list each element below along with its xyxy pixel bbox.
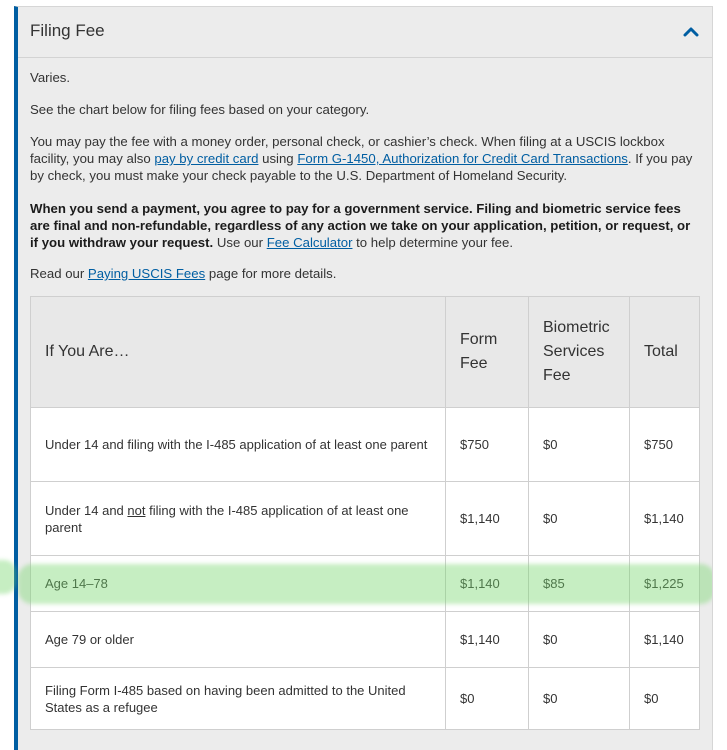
- fee-table: [30, 296, 700, 730]
- biometric-fee-cell: $0: [529, 482, 630, 556]
- table-row: [31, 612, 700, 668]
- header-total: Total: [630, 297, 700, 408]
- payment-text-1: You may pay the fee with a money order, personal check, or cashier’s check. When filing at a USCIS lockbox facility, you may also: [30, 134, 665, 166]
- category-cell: Age 14–78: [31, 556, 446, 612]
- payment-text-2: using: [258, 151, 298, 166]
- payment-text-3: . If you pay by check, you must make your check payable to the U.S. Department of Homeland Security.: [30, 151, 693, 183]
- varies-text: Varies.: [30, 70, 71, 85]
- read-paragraph: [30, 265, 698, 282]
- fee-calculator-link[interactable]: Fee Calculator: [266, 235, 353, 250]
- table-header-row: [31, 297, 700, 408]
- category-cell: [31, 482, 446, 556]
- table-row-highlighted: [31, 556, 700, 612]
- form-fee-cell: $1,140: [446, 482, 529, 556]
- category-cell: Age 79 or older: [31, 612, 446, 668]
- biometric-fee-cell: $85: [529, 556, 630, 612]
- filing-fee-accordion: [14, 6, 713, 750]
- biometric-fee-cell: $0: [529, 612, 630, 668]
- form-fee-cell: $0: [446, 668, 529, 730]
- warning-text-1: Use our: [213, 235, 267, 250]
- biometric-fee-cell: $0: [529, 408, 630, 482]
- biometric-fee-cell: $0: [529, 668, 630, 730]
- form-g1450-link[interactable]: Form G-1450, Authorization for Credit Card Transactions: [297, 151, 628, 166]
- paying-uscis-fees-link[interactable]: Paying USCIS Fees: [87, 266, 206, 281]
- accordion-title: Filing Fee: [30, 21, 105, 40]
- category-underline-text: not: [127, 502, 146, 518]
- payment-paragraph: [30, 133, 698, 184]
- read-text-1: Read our: [30, 266, 88, 281]
- table-row: [31, 482, 700, 556]
- see-chart-text: See the chart below for filing fees based on your category.: [30, 102, 370, 117]
- total-cell: $1,140: [630, 612, 700, 668]
- warning-bold-text: When you send a payment, you agree to pay for a government service. Filing and biometric service fees are final and non-refundable, regardless of any action we take on your application, petition, or request, or if you withdraw your request.: [30, 201, 691, 250]
- category-cell: Under 14 and filing with the I-485 application of at least one parent: [31, 408, 446, 482]
- header-form-fee: Form Fee: [446, 297, 529, 408]
- category-cell: Filing Form I-485 based on having been admitted to the United States as a refugee: [31, 668, 446, 730]
- total-cell: $1,225: [630, 556, 700, 612]
- read-text-2: page for more details.: [205, 266, 337, 281]
- header-biometric-fee: Biometric Services Fee: [529, 297, 630, 408]
- chevron-up-icon[interactable]: [682, 23, 700, 41]
- form-fee-cell: $750: [446, 408, 529, 482]
- table-row: [31, 668, 700, 730]
- table-row: [31, 408, 700, 482]
- total-cell: $0: [630, 668, 700, 730]
- total-cell: $750: [630, 408, 700, 482]
- category-text-2: filing with the I-485 application of at least one parent: [45, 502, 409, 535]
- category-text-1: Under 14 and: [45, 502, 128, 518]
- header-if-you-are: If You Are…: [31, 297, 446, 408]
- total-cell: $1,140: [630, 482, 700, 556]
- warning-text-2: to help determine your fee.: [352, 235, 514, 250]
- form-fee-cell: $1,140: [446, 612, 529, 668]
- warning-paragraph: [30, 200, 698, 251]
- accordion-header[interactable]: [18, 7, 712, 58]
- pay-by-credit-card-link[interactable]: pay by credit card: [154, 151, 259, 166]
- form-fee-cell: $1,140: [446, 556, 529, 612]
